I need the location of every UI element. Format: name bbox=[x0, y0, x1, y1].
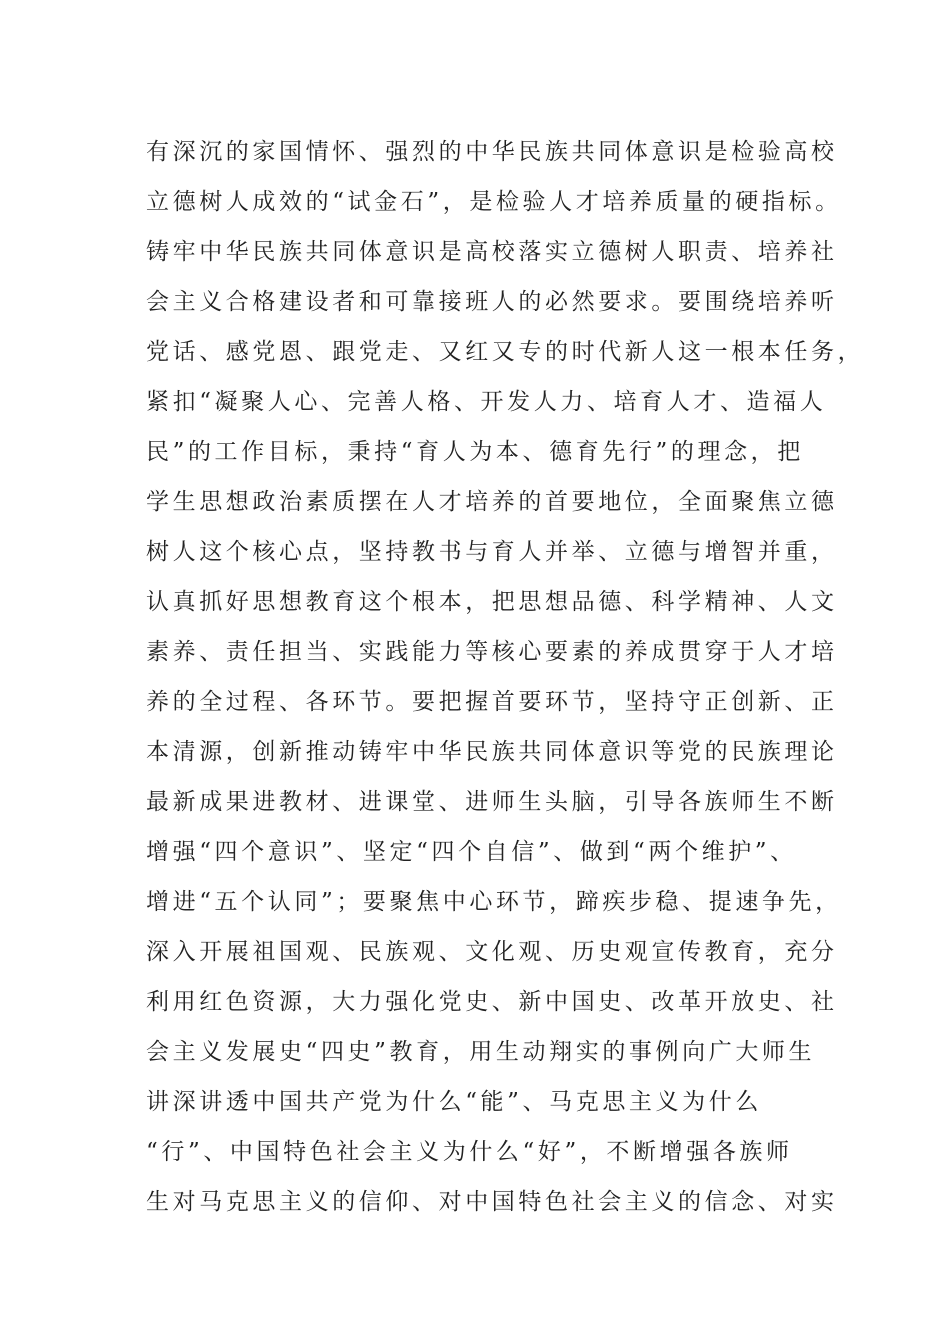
text-line-13: 本清源，创新推动铸牢中华民族共同体意识等党的民族理论 bbox=[146, 739, 838, 765]
text-line-11: 素养、责任担当、实践能力等核心要素的养成贯穿于人才培 bbox=[146, 639, 838, 665]
text-line-19: 会主义发展史“四史”教育，用生动翔实的事例向广大师生 bbox=[146, 1039, 816, 1065]
text-line-4: 会主义合格建设者和可靠接班人的必然要求。要围绕培养听 bbox=[146, 289, 838, 315]
text-line-21: “行”、中国特色社会主义为什么“好”，不断增强各族师 bbox=[146, 1139, 793, 1165]
text-line-8: 学生思想政治素质摆在人才培养的首要地位，全面聚焦立德 bbox=[146, 489, 838, 515]
text-line-5: 党话、感党恩、跟党走、又红又专的时代新人这一根本任务， bbox=[146, 339, 865, 365]
text-line-10: 认真抓好思想教育这个根本，把思想品德、科学精神、人文 bbox=[146, 589, 838, 615]
text-line-1: 有深沉的家国情怀、强烈的中华民族共同体意识是检验高校 bbox=[146, 139, 838, 165]
text-line-17: 深入开展祖国观、民族观、文化观、历史观宣传教育，充分 bbox=[146, 939, 838, 965]
text-line-2: 立德树人成效的“试金石”，是检验人才培养质量的硬指标。 bbox=[146, 189, 842, 215]
text-line-12: 养的全过程、各环节。要把握首要环节，坚持守正创新、正 bbox=[146, 689, 838, 715]
text-line-9: 树人这个核心点，坚持教书与育人并举、立德与增智并重， bbox=[146, 539, 838, 565]
text-line-18: 利用红色资源，大力强化党史、新中国史、改革开放史、社 bbox=[146, 989, 838, 1015]
body-paragraph bbox=[146, 127, 865, 1227]
text-line-20: 讲深讲透中国共产党为什么“能”、马克思主义为什么 bbox=[146, 1089, 762, 1115]
text-line-6: 紧扣“凝聚人心、完善人格、开发人力、培育人才、造福人 bbox=[146, 389, 827, 415]
text-line-7: 民”的工作目标，秉持“育人为本、德育先行”的理念，把 bbox=[146, 439, 804, 465]
text-line-15: 增强“四个意识”、坚定“四个自信”、做到“两个维护”、 bbox=[146, 839, 797, 865]
text-line-22: 生对马克思主义的信仰、对中国特色社会主义的信念、对实 bbox=[146, 1189, 838, 1215]
text-line-3: 铸牢中华民族共同体意识是高校落实立德树人职责、培养社 bbox=[146, 239, 838, 265]
text-line-16: 增进“五个认同”；要聚焦中心环节，蹄疾步稳、提速争先， bbox=[146, 889, 842, 915]
text-line-14: 最新成果进教材、进课堂、进师生头脑，引导各族师生不断 bbox=[146, 789, 838, 815]
